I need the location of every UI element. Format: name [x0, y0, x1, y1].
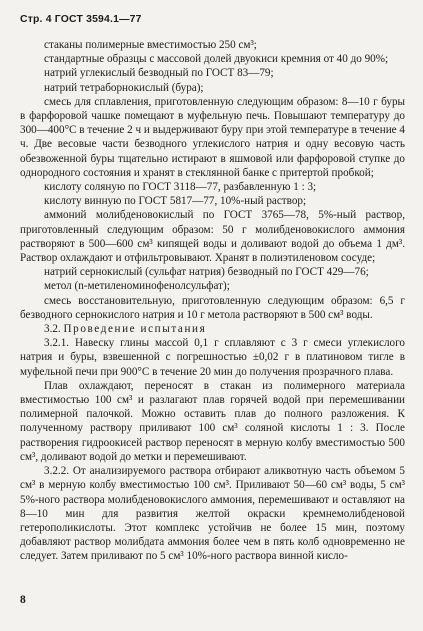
section-title: Проведение испытания [63, 323, 207, 336]
paragraph: стаканы полимерные вместимостью 250 см³; [44, 39, 257, 51]
paragraph: натрий сернокислый (сульфат натрия) безводный по ГОСТ 429—76; [44, 266, 369, 279]
paragraph: натрий тетраборнокислый (бура); [44, 81, 204, 94]
paragraph: стандартные образцы с массовой долей двуокиси кремния от 40 до 90%; [44, 53, 389, 66]
paragraph: 3.2.2. От анализируемого раствора отбирают аликвотную часть объемом 5 см³ в мерную колбу вместимостью 100 см³. Приливают 50—60 см³ воды, 5 см³ 5%-ного раствора молибденовокислого аммония, перемешивают и оставляют на 8—10 мин для развития желтой окраски кремнемолибденовой гетерополикислоты. Этот комплекс устойчив не более 15 мин, поэтому добавляют раствор молибдата аммония более чем в пять колб одновременно не следует. Затем приливают по 5 см³ 10%-ного раствора винной кисло- [20, 465, 405, 563]
paragraph: Плав охлаждают, переносят в стакан из полимерного материала вместимостью 100 см³ и разлагают плав горячей водой при перемешивании полимерной палочкой. Можно оставить плав до полного разложения. К полученному раствору приливают 100 см³ соляной кислоты 1 : 3. После растворения гидроокисей раствор переносят в мерную колбу вместимостью 500 см³, доливают водой до метки и перемешивают. [20, 379, 405, 463]
paragraph: кислоту винную по ГОСТ 5817—77, 10%-ный раствор; [44, 195, 307, 208]
paragraph: метол (n-метиленоминофенолсульфат); [44, 280, 230, 293]
paragraph: смесь для сплавления, приготовленную следующим образом: 8—10 г буры в фарфоровой чашке помещают в муфельную печь. Повышают температуру до 300—400°С в течение 2 ч и выдерживают буру при этой температуре в течение 4 ч. Две весовые части безводного углекислого натрия и одну весовую часть обезвоженной буры тщательно истирают в яшмовой или фарфоровой ступке до однородного состояния и хранят в стеклянной банке с притертой пробкой; [20, 95, 405, 179]
paragraph: 3.2.1. Навеску глины массой 0,1 г сплавляют с 3 г смеси углекислого натрия и буры, взвешенной с погрешностью ±0,02 г в платиновом тигле в муфельной печи при 900°С в течение 20 мин до получения прозрачного плава. [20, 337, 405, 378]
section-heading [20, 322, 405, 336]
page-header: Стр. 4 ГОСТ 3594.1—77 [20, 14, 142, 25]
paragraph: кислоту соляную по ГОСТ 3118—77, разбавленную 1 : 3; [44, 181, 317, 194]
paragraph: аммоний молибденовокислый по ГОСТ 3765—78, 5%-ный раствор, приготовленный следующим образом: 50 г молибденовокислого аммония растворяют в 500—600 см³ кипящей воды и доливают водой до объема 1 дм³. Раствор охлаждают и отфильтровывают. Хранят в полиэтиленовом сосуде; [20, 209, 405, 265]
section-number: 3.2. [44, 323, 61, 336]
document-body [20, 38, 405, 564]
paragraph: натрий углекислый безводный по ГОСТ 83—79; [44, 67, 274, 80]
page-number: 8 [20, 594, 26, 606]
paragraph: смесь восстановительную, приготовленную следующим образом: 6,5 г безводного сернокислого натрия и 10 г метола растворяют в 500 см³ воды. [20, 294, 405, 321]
